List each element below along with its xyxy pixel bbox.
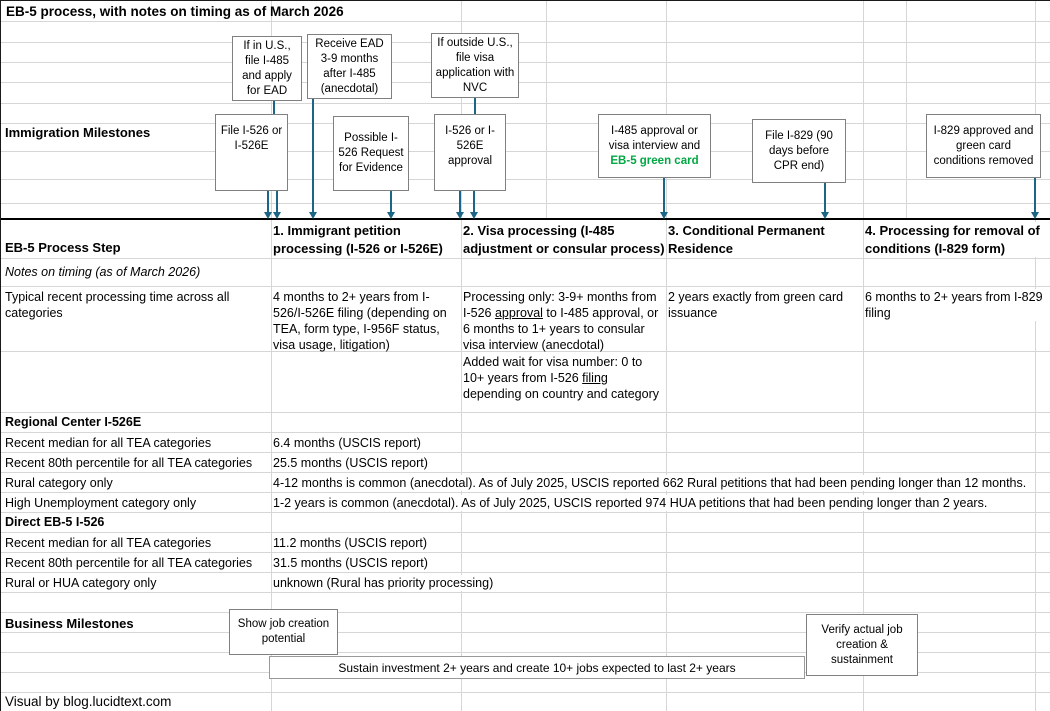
gridline-h xyxy=(1,203,1050,204)
gridline-h xyxy=(1,492,1050,493)
gridline-h xyxy=(1,412,1050,413)
footer-credit: Visual by blog.lucidtext.com xyxy=(5,694,172,709)
milestone-file-i829-text: File I-829 (90 days before CPR end) xyxy=(765,129,833,172)
verify-job-creation-text: Verify actual job creation & sustainment xyxy=(821,623,903,666)
typical-step3-cell: 2 years exactly from green card issuance xyxy=(668,290,844,320)
sustain-investment-text: Sustain investment 2+ years and create 10+ jobs expected to last 2+ years xyxy=(338,660,736,675)
gridline-h xyxy=(1,151,1050,152)
notes-on-timing-label: Notes on timing (as of March 2026) xyxy=(5,265,201,279)
gridline-v xyxy=(666,1,667,711)
note-box-receive-ead-text: Receive EAD 3-9 months after I-485 (anecdotal) xyxy=(315,37,384,95)
flow-arrow xyxy=(660,178,668,219)
gridline-v xyxy=(546,1,547,219)
gridline-h xyxy=(1,103,1050,104)
business-milestones-label: Business Milestones xyxy=(5,616,134,631)
green-card-highlight: EB-5 green card xyxy=(610,154,699,167)
regional-center-heading: Regional Center I-526E xyxy=(5,415,142,429)
rc-row-label: Rural category only xyxy=(5,476,113,490)
milestone-box-green-card xyxy=(598,114,711,178)
flow-arrow xyxy=(309,99,317,219)
milestone-box-possible-rfe xyxy=(333,116,409,191)
rc-row-value: 6.4 months (USCIS report) xyxy=(273,436,421,450)
gridline-v xyxy=(461,1,462,711)
show-job-creation-box xyxy=(229,609,338,655)
flow-arrow xyxy=(1031,178,1039,219)
gridline-h xyxy=(1,692,1050,693)
typical-step1-cell: 4 months to 2+ years from I-526/I-526E filing (depending on TEA, form type, I-956F status, visa usage, litigation) xyxy=(273,290,447,352)
flow-arrow xyxy=(821,183,829,219)
step3-header: 3. Conditional Permanent Residence xyxy=(668,223,825,256)
process-step-label: EB-5 Process Step xyxy=(5,240,121,255)
note-box-if-in-us-text: If in U.S., file I-485 and apply for EAD xyxy=(242,39,292,97)
flow-arrow xyxy=(387,191,395,219)
gridline-h xyxy=(1,123,1050,124)
direct-row-value: unknown (Rural has priority processing) xyxy=(273,575,503,591)
connector-line xyxy=(273,101,275,114)
typical-step2-part1: Processing only: 3-9+ months from I-526 xyxy=(463,290,657,320)
rc-row-value-overflow: 1-2 years is common (anecdotal). As of July 2025, USCIS reported 974 HUA petitions that had been pending longer than 2 years. xyxy=(273,495,1033,511)
gridline-v xyxy=(863,1,864,711)
gridline-h xyxy=(1,452,1050,453)
rc-row-label: Recent median for all TEA categories xyxy=(5,436,212,450)
typical-step4-cell: 6 months to 2+ years from I-829 filing xyxy=(865,289,1045,321)
flow-arrow xyxy=(470,191,478,219)
typical-step2-cell xyxy=(463,289,661,353)
note-box-if-in-us xyxy=(232,36,302,101)
gridline-v xyxy=(271,1,272,711)
gridline-h xyxy=(1,592,1050,593)
rc-row-value-overflow: 4-12 months is common (anecdotal). As of July 2025, USCIS reported 662 Rural petitions that had been pending longer than 12 months. xyxy=(273,475,1033,491)
note-box-receive-ead xyxy=(307,34,392,99)
direct-row-label: Rural or HUA category only xyxy=(5,576,157,590)
gridline-h xyxy=(1,552,1050,553)
verify-job-creation-box xyxy=(806,614,918,676)
direct-heading: Direct EB-5 I-526 xyxy=(5,515,105,529)
note-box-if-outside-us-text: If outside U.S., file visa application with NVC xyxy=(435,36,515,94)
direct-row-label: Recent 80th percentile for all TEA categories xyxy=(5,556,253,570)
gridline-h xyxy=(1,612,1050,613)
direct-row-label: Recent median for all TEA categories xyxy=(5,536,212,550)
milestone-file-i526-text: File I-526 or I-526E xyxy=(220,125,283,152)
note-box-if-outside-us xyxy=(431,33,519,98)
flow-arrow xyxy=(456,191,464,219)
gridline-h xyxy=(1,82,1050,83)
milestone-possible-rfe-text: Possible I-526 Request for Evidence xyxy=(338,132,404,174)
page-title: EB-5 process, with notes on timing as of March 2026 xyxy=(6,4,344,19)
direct-row-value: 31.5 months (USCIS report) xyxy=(273,556,428,570)
typical-step2-part2: to I-485 approval, or 6 months to 1+ years to consular visa interview (anecdotal) xyxy=(463,306,659,352)
step1-header: 1. Immigrant petition processing (I-526 or I-526E) xyxy=(273,223,443,256)
green-card-line2: visa interview and xyxy=(608,139,701,152)
rc-row-label: Recent 80th percentile for all TEA categories xyxy=(5,456,253,470)
flow-arrow xyxy=(273,191,281,219)
gridline-v xyxy=(1035,1,1036,711)
gridline-v xyxy=(906,1,907,219)
flow-arrow xyxy=(264,191,272,219)
gridline-h xyxy=(1,572,1050,573)
gridline-h xyxy=(1,532,1050,533)
milestone-box-file-i526 xyxy=(215,114,288,191)
milestone-i829-approved-text: I-829 approved and green card conditions removed xyxy=(933,124,1034,167)
immigration-milestones-label: Immigration Milestones xyxy=(5,125,151,140)
added-wait-part1: Added wait for visa number: 0 to 10+ years from I-526 xyxy=(463,355,643,385)
milestone-box-file-i829 xyxy=(752,119,846,183)
direct-row-value: 11.2 months (USCIS report) xyxy=(273,536,427,550)
gridline-h xyxy=(1,432,1050,433)
added-wait-part2: depending on country and category xyxy=(463,387,659,401)
step2-header: 2. Visa processing (I-485 adjustment or consular process) xyxy=(463,223,665,256)
show-job-creation-text: Show job creation potential xyxy=(237,618,330,645)
typical-row-label: Typical recent processing time across all categories xyxy=(5,290,230,320)
sustain-investment-bar xyxy=(269,656,805,679)
gridline-h xyxy=(1,179,1050,180)
rc-row-label: High Unemployment category only xyxy=(5,496,197,510)
added-wait-cell xyxy=(463,354,661,402)
gridline-h xyxy=(1,62,1050,63)
gridline-h xyxy=(1,258,1050,259)
milestone-i526-approval-text: I-526 or I-526E approval xyxy=(445,125,495,167)
gridline-h xyxy=(1,21,1050,22)
typical-step2-underlined: approval xyxy=(494,306,543,320)
rc-row-value: 25.5 months (USCIS report) xyxy=(273,456,428,470)
green-card-line1: I-485 approval or xyxy=(611,124,698,137)
gridline-h xyxy=(1,472,1050,473)
gridline-h xyxy=(1,42,1050,43)
added-wait-underlined: filing xyxy=(582,371,608,385)
step4-header: 4. Processing for removal of conditions (I-829 form) xyxy=(865,222,1047,257)
header-top-border xyxy=(1,218,1050,220)
milestone-box-i829-approved xyxy=(926,114,1041,178)
connector-line xyxy=(474,98,476,114)
gridline-h xyxy=(1,512,1050,513)
milestone-box-i526-approval xyxy=(434,114,506,191)
gridline-h xyxy=(1,286,1050,287)
